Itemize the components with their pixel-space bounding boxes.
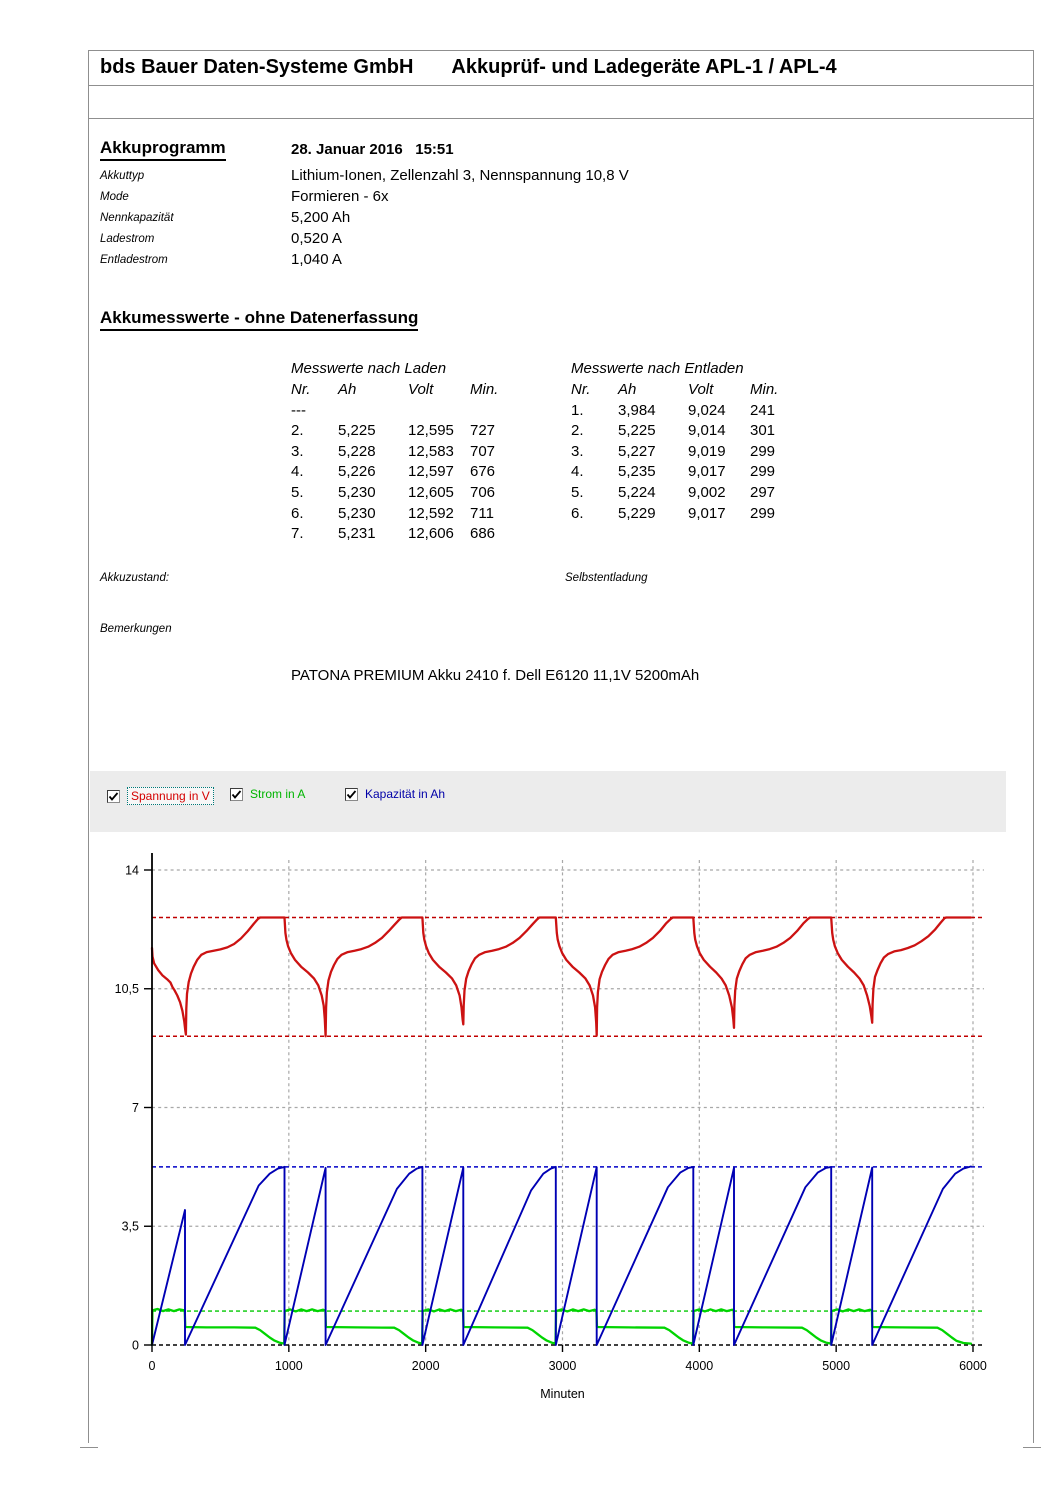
- capacity-series-line: [152, 1167, 971, 1346]
- page-border-top: [88, 50, 1034, 51]
- device-name: Akkuprüf- und Ladegeräte APL-1 / APL-4: [451, 56, 837, 78]
- table-header-cell: Ah: [338, 381, 357, 398]
- legend-checkbox[interactable]: [107, 790, 120, 803]
- x-tick-label: 0: [148, 1359, 156, 1373]
- table-cell: 9,024: [688, 401, 726, 419]
- table-cell: 5,225: [618, 422, 656, 440]
- table-cell: 9,017: [688, 504, 726, 522]
- table-cell: 299: [750, 504, 776, 522]
- table-cell: [408, 401, 470, 422]
- y-tick-label: 7: [132, 1100, 139, 1115]
- program-fields: [0, 167, 1060, 272]
- header-divider-2: [88, 118, 1034, 119]
- x-tick-label: 1000: [274, 1359, 303, 1373]
- table-cell: 5,230: [338, 483, 376, 501]
- table-cell: 5,235: [618, 463, 656, 481]
- table-cell: 12,595: [408, 422, 454, 440]
- field-value: 5,200 Ah: [291, 209, 351, 226]
- table-cell: 5.: [291, 483, 304, 501]
- table-cell: 12,605: [408, 483, 454, 501]
- field-label: Mode: [100, 191, 129, 203]
- program-field-row: [0, 167, 1060, 188]
- legend-checkbox[interactable]: [230, 788, 243, 801]
- table-cell: 299: [750, 442, 776, 460]
- table-cell: 686: [470, 525, 496, 543]
- program-field-row: [0, 230, 1060, 251]
- table-cell: 5,228: [338, 442, 376, 460]
- page-title: [100, 56, 837, 79]
- x-tick-label: 2000: [411, 1359, 440, 1373]
- legend-checkbox[interactable]: [345, 788, 358, 801]
- table-cell: 5,231: [338, 525, 376, 543]
- checkmark-icon: [230, 788, 243, 801]
- measurements-section-title: Akkumesswerte - ohne Datenerfassung: [100, 308, 418, 331]
- table-cell: 297: [750, 483, 776, 501]
- field-value: 0,520 A: [291, 230, 342, 247]
- field-value: 1,040 A: [291, 251, 342, 268]
- akkuzustand-label: Akkuzustand:: [100, 572, 170, 584]
- legend-item: [345, 787, 445, 801]
- legend-checkbox-label[interactable]: Kapazität in Ah: [365, 787, 446, 801]
- table-cell: 6.: [291, 504, 304, 522]
- table-header-cell: Volt: [688, 381, 714, 398]
- table-cell: 1.: [571, 401, 584, 419]
- y-tick-label: 0: [132, 1338, 139, 1353]
- program-field-row: [0, 251, 1060, 272]
- field-value: Formieren - 6x: [291, 188, 389, 205]
- table-header-cell: Ah: [618, 381, 637, 398]
- table-cell: 3.: [571, 442, 584, 460]
- table-cell: 727: [470, 422, 496, 440]
- selbstentladung-label: Selbstentladung: [565, 572, 648, 584]
- table-cell: 5,224: [618, 483, 656, 501]
- table-cell: 711: [470, 504, 494, 522]
- table-cell: 676: [470, 463, 496, 481]
- page-corner-mark-right: [1023, 1447, 1041, 1448]
- checkmark-icon: [345, 788, 358, 801]
- header-divider-1: [88, 85, 1034, 86]
- table-cell: 9,014: [688, 422, 726, 440]
- table-cell: 5,227: [618, 442, 656, 460]
- table-grid: [571, 380, 796, 524]
- table-cell: 9,017: [688, 463, 726, 481]
- table-cell: 12,606: [408, 525, 454, 543]
- y-tick-label: 14: [125, 863, 139, 878]
- program-section-title: Akkuprogramm: [100, 138, 226, 161]
- x-tick-label: 3000: [548, 1359, 577, 1373]
- field-label: Entladestrom: [100, 254, 168, 266]
- charge-table: [291, 358, 516, 545]
- field-value: Lithium-Ionen, Zellenzahl 3, Nennspannung 10,8 V: [291, 167, 629, 184]
- table-cell: ---: [291, 401, 306, 419]
- table-title: Messwerte nach Entladen: [571, 360, 744, 377]
- page-corner-mark-left: [80, 1447, 98, 1448]
- table-cell: 706: [470, 483, 496, 501]
- table-cell: 9,002: [688, 483, 726, 501]
- current-series-line: [152, 1309, 971, 1345]
- table-grid: [291, 380, 516, 545]
- bemerkungen-label: Bemerkungen: [100, 623, 172, 635]
- discharge-table: [571, 358, 796, 524]
- remark-text: PATONA PREMIUM Akku 2410 f. Dell E6120 11,1V 5200mAh: [291, 667, 700, 684]
- table-cell: 4.: [291, 463, 304, 481]
- table-cell: 6.: [571, 504, 584, 522]
- table-cell: 5,229: [618, 504, 656, 522]
- table-cell: 5,226: [338, 463, 376, 481]
- table-cell: 241: [750, 401, 776, 419]
- table-cell: 5.: [571, 483, 584, 501]
- table-header-cell: Min.: [750, 381, 779, 398]
- table-cell: 9,019: [688, 442, 726, 460]
- y-tick-label: 10,5: [114, 982, 139, 997]
- legend-checkbox-label[interactable]: Spannung in V: [127, 787, 214, 805]
- legend-strip: [90, 771, 1006, 832]
- x-axis-label: Minuten: [540, 1387, 585, 1401]
- table-header-cell: Min.: [470, 381, 499, 398]
- table-header-cell: Nr.: [291, 381, 311, 398]
- table-cell: 12,592: [408, 504, 454, 522]
- field-label: Ladestrom: [100, 233, 155, 245]
- table-cell: [338, 401, 408, 422]
- table-cell: 301: [750, 422, 776, 440]
- legend-checkbox-label[interactable]: Strom in A: [250, 787, 306, 801]
- table-cell: 3,984: [618, 401, 656, 419]
- company-name: bds Bauer Daten-Systeme GmbH: [100, 56, 414, 78]
- battery-cycle-chart: [0, 845, 1060, 1445]
- table-header-cell: Volt: [408, 381, 434, 398]
- table-cell: 3.: [291, 442, 304, 460]
- table-cell: 7.: [291, 525, 304, 543]
- table-cell: 2.: [571, 422, 584, 440]
- table-cell: 299: [750, 463, 776, 481]
- x-tick-label: 6000: [959, 1359, 987, 1373]
- table-header-cell: Nr.: [571, 381, 591, 398]
- table-cell: 2.: [291, 422, 304, 440]
- x-tick-label: 4000: [685, 1359, 714, 1373]
- checkmark-icon: [107, 790, 120, 803]
- field-label: Akkuttyp: [100, 170, 145, 182]
- legend-item: [107, 787, 214, 805]
- table-cell: 12,583: [408, 442, 454, 460]
- program-field-row: [0, 188, 1060, 209]
- legend-item: [230, 787, 305, 801]
- table-cell: 4.: [571, 463, 584, 481]
- x-tick-label: 5000: [822, 1359, 851, 1373]
- table-cell: 5,230: [338, 504, 376, 522]
- table-cell: [470, 401, 516, 422]
- table-title: Messwerte nach Laden: [291, 360, 447, 377]
- y-tick-label: 3,5: [121, 1219, 139, 1234]
- table-cell: 5,225: [338, 422, 376, 440]
- table-cell: 12,597: [408, 463, 454, 481]
- table-cell: 707: [470, 442, 496, 460]
- field-label: Nennkapazität: [100, 212, 174, 224]
- program-datetime: 28. Januar 2016 15:51: [291, 141, 454, 158]
- voltage-series-line: [152, 918, 971, 1037]
- program-field-row: [0, 209, 1060, 230]
